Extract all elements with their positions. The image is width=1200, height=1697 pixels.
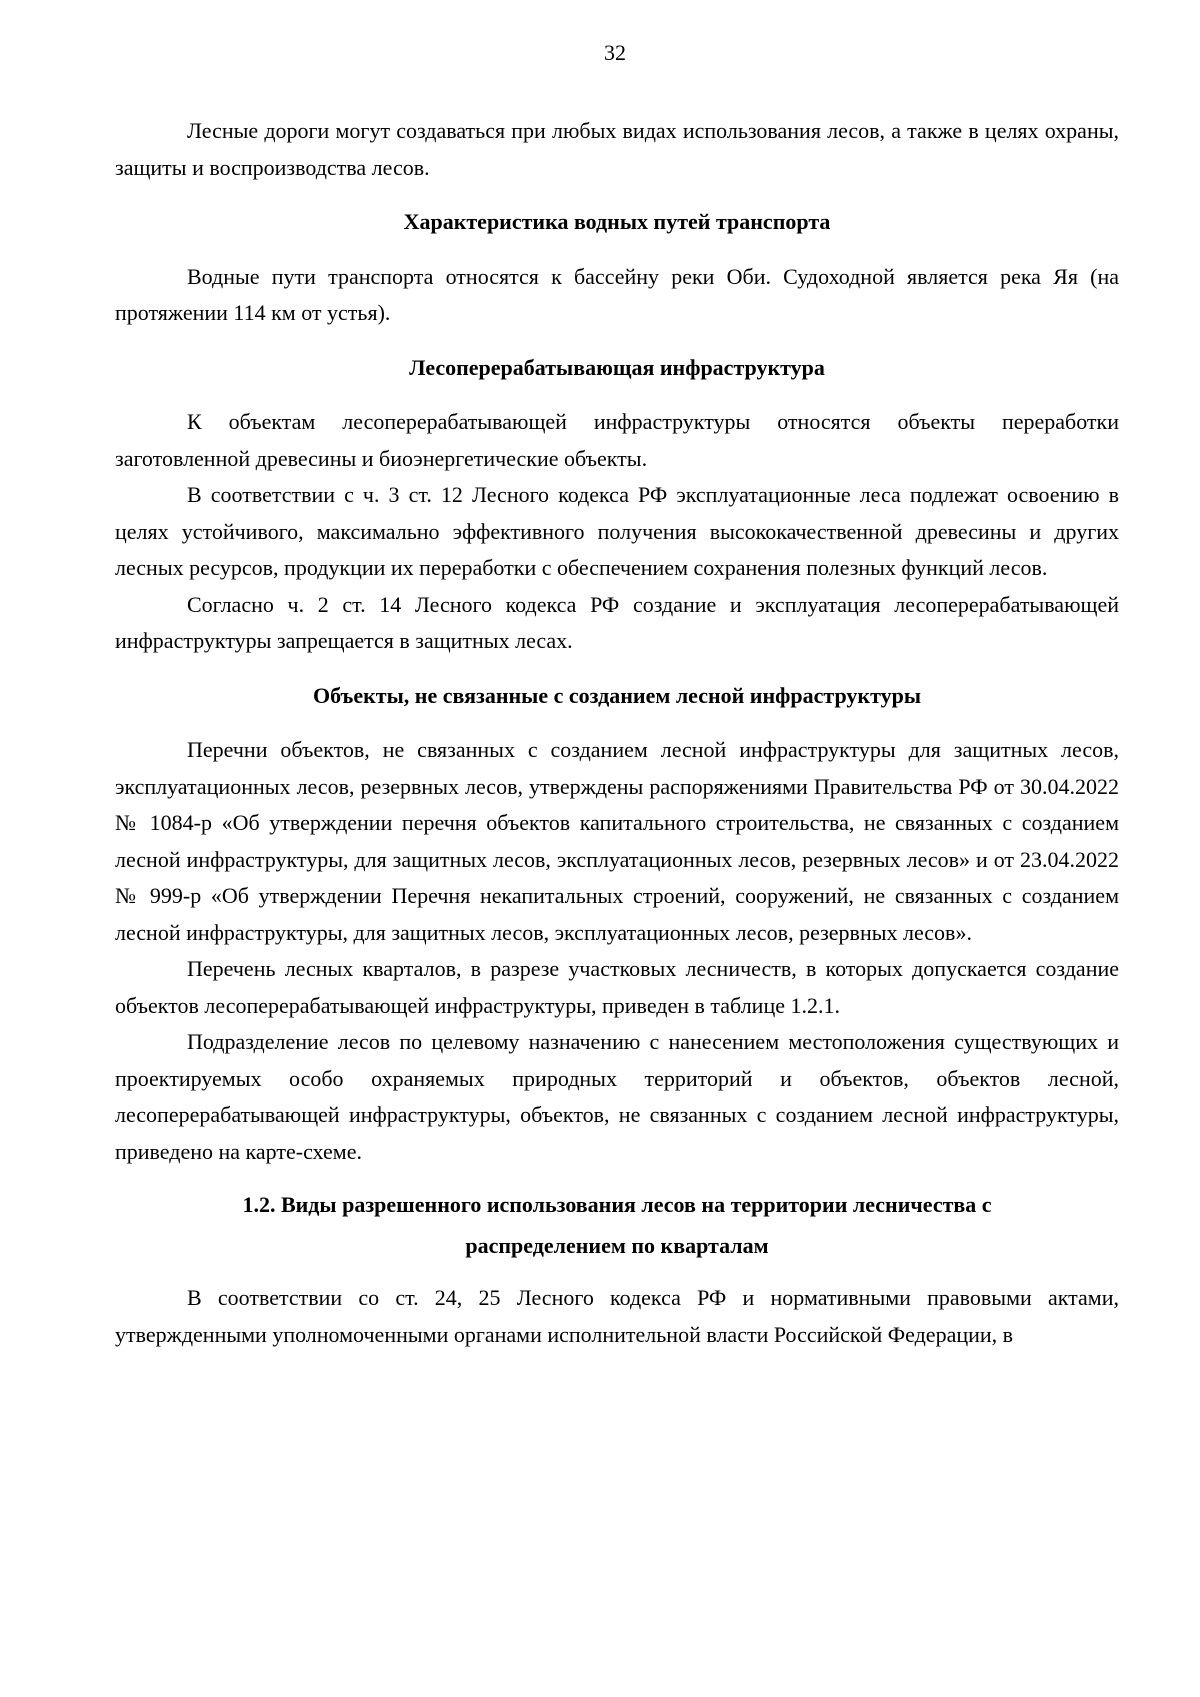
paragraph-objects-lists: Перечни объектов, не связанных с созданием лесной инфраструктуры для защитных лесов, эксплуатационных лесов, резервных лесов, утверждены распоряжениями Правительства РФ от 30.04.2022 № 1084-р «Об утверждении перечня объектов капитального строительства, не связанных с созданием лесной инфраструктуры, для защитных лесов, эксплуатационных лесов, резервных лесов» и от 23.04.2022 № 999-р «Об утверждении Перечня некапитальных строений, сооружений, не связанных с созданием лесной инфраструктуры, для защитных лесов, эксплуатационных лесов, резервных лесов». <box>115 737 1119 945</box>
heading-waterways: Характеристика водных путей транспорта <box>403 209 831 234</box>
section-heading-permitted-use <box>115 1178 1119 1280</box>
paragraph-quarters-list: Перечень лесных кварталов, в разрезе участковых лесничеств, в которых допускается создание объектов лесоперерабатывающей инфраструктуры, приведен в таблице 1.2.1. <box>115 956 1119 1018</box>
section-heading-line-2: распределением по кварталам <box>465 1233 769 1258</box>
paragraph-exploitation-forests: В соответствии с ч. 3 ст. 12 Лесного кодекса РФ эксплуатационные леса подлежат освоению в целях устойчивого, максимально эффективного получения высококачественной древесины и других лесных ресурсов, продукции их переработки с обеспечением сохранения полезных функций лесов. <box>115 482 1119 580</box>
paragraph-processing-objects: К объектам лесоперерабатывающей инфраструктуры относятся объекты переработки заготовленной древесины и биоэнергетические объекты. <box>115 409 1119 471</box>
section-heading-line-1: 1.2. Виды разрешенного использования лесов на территории лесничества с <box>242 1192 992 1217</box>
page-number: 32 <box>604 40 626 65</box>
paragraph-forest-roads: Лесные дороги могут создаваться при любых видах использования лесов, а также в целях охраны, защиты и воспроизводства лесов. <box>115 118 1119 180</box>
page-body <box>115 113 1119 1353</box>
paragraph-map-scheme: Подразделение лесов по целевому назначению с нанесением местоположения существующих и проектируемых особо охраняемых природных территорий и объектов, объектов лесной, лесоперерабатывающей инфраструктуры, объектов, не связанных с созданием лесной инфраструктуры, приведено на карте-схеме. <box>115 1029 1119 1164</box>
paragraph-protective-forests: Согласно ч. 2 ст. 14 Лесного кодекса РФ создание и эксплуатация лесоперерабатывающей инфраструктуры запрещается в защитных лесах. <box>115 591 1119 653</box>
heading-unrelated-objects: Объекты, не связанные с созданием лесной инфраструктуры <box>312 682 922 708</box>
paragraph-permitted-use: В соответствии со ст. 24, 25 Лесного кодекса РФ и нормативными правовыми актами, утвержденными уполномоченными органами исполнительной власти Российской Федерации, в <box>115 1285 1119 1347</box>
paragraph-waterways: Водные пути транспорта относятся к бассейну реки Оби. Судоходной является река Яя (на протяжении 114 км от устья). <box>115 263 1119 325</box>
heading-processing-infrastructure: Лесоперерабатывающая инфраструктура <box>409 354 825 380</box>
